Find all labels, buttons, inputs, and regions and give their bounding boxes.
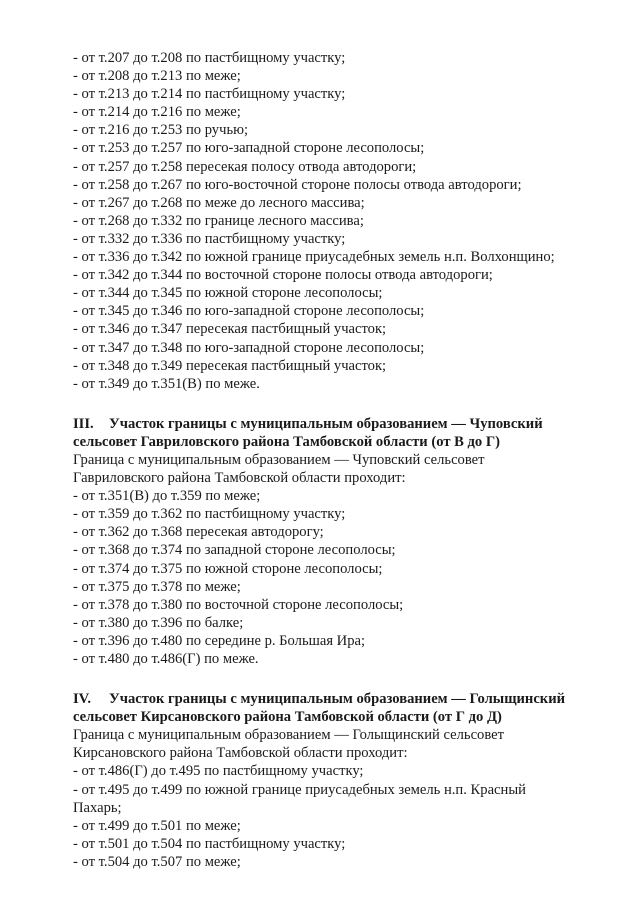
- list-item: - от т.207 до т.208 по пастбищному участку;: [73, 50, 346, 66]
- list-item: - от т.336 до т.342 по южной границе приусадебных земель н.п. Волхонщино;: [73, 249, 555, 266]
- section-ii-list: [73, 49, 613, 393]
- list-item: - от т.499 до т.501 по меже;: [73, 817, 241, 834]
- list-item: - от т.342 до т.344 по восточной стороне полосы отвода автодороги;: [73, 267, 493, 284]
- list-item: - от т.495 до т.499 по южной границе приусадебных земель н.п. Красный: [73, 781, 526, 798]
- list-item: - от т.396 до т.480 по середине р. Большая Ира;: [73, 632, 366, 649]
- list-item: - от т.258 до т.267 по юго-восточной стороне полосы отвода автодороги;: [73, 176, 522, 193]
- list-item: - от т.480 до т.486(Г) по меже.: [73, 651, 259, 667]
- list-item: - от т.359 до т.362 по пастбищному участку;: [73, 506, 346, 523]
- list-item: - от т.504 до т.507 по меже;: [73, 853, 241, 870]
- list-item: - от т.268 до т.332 по границе лесного массива;: [73, 212, 364, 229]
- list-item: - от т.257 до т.258 пересекая полосу отвода автодороги;: [73, 158, 417, 175]
- section-heading-text: Участок границы с муниципальным образованием — Чуповский: [109, 415, 543, 432]
- list-item: - от т.216 до т.253 по ручью;: [73, 122, 249, 139]
- document-page: [73, 49, 613, 871]
- list-item: - от т.253 до т.257 по юго-западной стороне лесополосы;: [73, 140, 425, 157]
- section-iv: [73, 690, 613, 871]
- section-heading-continued: сельсовет Кирсановского района Тамбовской области (от Г до Д): [73, 709, 502, 726]
- list-item: - от т.501 до т.504 по пастбищному участку;: [73, 835, 346, 852]
- section-heading-text: Участок границы с муниципальным образованием — Голыщинский: [109, 691, 566, 708]
- list-item: - от т.368 до т.374 по западной стороне лесополосы;: [73, 542, 396, 559]
- list-item: - от т.332 до т.336 по пастбищному участку;: [73, 230, 346, 247]
- section-heading: [73, 690, 613, 708]
- list-item: - от т.213 до т.214 по пастбищному участку;: [73, 86, 346, 103]
- section-intro: Граница с муниципальным образованием — Голыщинский сельсовет: [73, 727, 505, 744]
- list-item: Пахарь;: [73, 799, 122, 816]
- section-intro: Гавриловского района Тамбовской области проходит:: [73, 470, 406, 487]
- list-item: - от т.380 до т.396 по балке;: [73, 614, 244, 631]
- section-heading: [73, 415, 613, 433]
- section-iii: [73, 415, 613, 668]
- list-item: - от т.214 до т.216 по меже;: [73, 104, 241, 121]
- list-item: - от т.378 до т.380 по восточной стороне лесополосы;: [73, 596, 404, 613]
- section-number: IV.: [73, 691, 91, 708]
- list-item: - от т.348 до т.349 пересекая пастбищный участок;: [73, 357, 387, 374]
- list-item: - от т.267 до т.268 по меже до лесного массива;: [73, 194, 365, 211]
- list-item: - от т.374 до т.375 по южной стороне лесополосы;: [73, 560, 383, 577]
- section-intro: Граница с муниципальным образованием — Чуповский сельсовет: [73, 451, 485, 468]
- section-gap: [73, 668, 613, 686]
- section-intro: Кирсановского района Тамбовской области проходит:: [73, 745, 408, 762]
- list-item: - от т.346 до т.347 пересекая пастбищный участок;: [73, 321, 387, 338]
- section-gap: [73, 393, 613, 411]
- list-item: - от т.351(В) до т.359 по меже;: [73, 488, 261, 505]
- list-item: - от т.208 до т.213 по меже;: [73, 68, 241, 85]
- list-item: - от т.349 до т.351(В) по меже.: [73, 375, 260, 392]
- list-item: - от т.344 до т.345 по южной стороне лесополосы;: [73, 285, 383, 302]
- list-item: - от т.345 до т.346 по юго-западной стороне лесополосы;: [73, 303, 425, 320]
- section-heading-continued: сельсовет Гавриловского района Тамбовской области (от В до Г): [73, 433, 500, 450]
- section-number: III.: [73, 415, 94, 432]
- list-item: - от т.375 до т.378 по меже;: [73, 578, 241, 595]
- list-item: - от т.347 до т.348 по юго-западной стороне лесополосы;: [73, 339, 425, 356]
- list-item: - от т.486(Г) до т.495 по пастбищному участку;: [73, 763, 364, 780]
- list-item: - от т.362 до т.368 пересекая автодорогу;: [73, 524, 324, 541]
